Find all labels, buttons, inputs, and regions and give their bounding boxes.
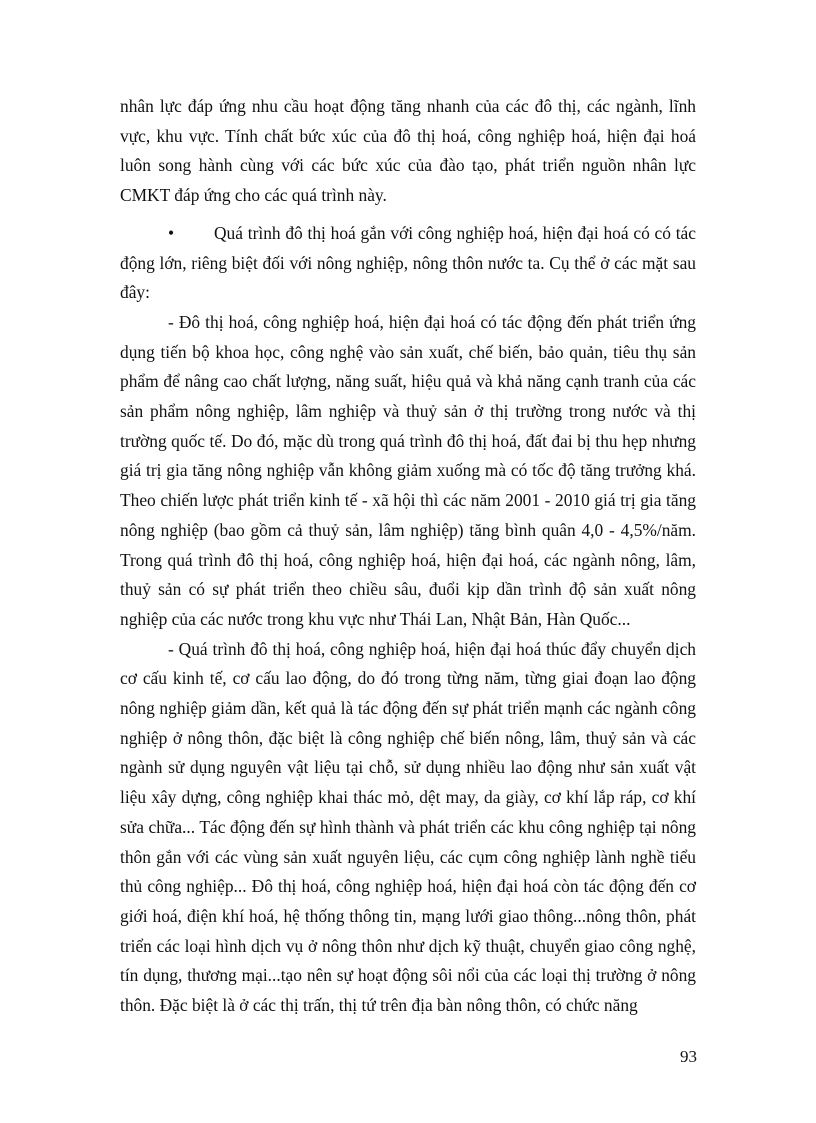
bullet-paragraph-text: Quá trình đô thị hoá gắn với công nghiệp hoá, hiện đại hoá có có tác động lớn, riêng biệt đối với nông nghiệp, nông thôn nước ta. Cụ thể ở các mặt sau đây: xyxy=(120,222,696,303)
bullet-paragraph xyxy=(120,219,696,308)
page-number: 93 xyxy=(680,1047,697,1066)
bullet-icon: • xyxy=(168,222,175,243)
dash-paragraph-restructuring: - Quá trình đô thị hoá, công nghiệp hoá, hiện đại hoá thúc đẩy chuyển dịch cơ cấu kinh tế, cơ cấu lao động, do đó trong từng năm, từng giai đoạn lao động nông nghiệp giảm dần, kết quả là tác động đến sự phát triển mạnh các ngành công nghiệp ở nông thôn, đặc biệt là công nghiệp chế biến nông, lâm, thuỷ sản và các ngành sử dụng nguyên vật liệu tại chỗ, sử dụng nhiều lao động như sản xuất vật liệu xây dựng, công nghiệp khai thác mỏ, dệt may, da giày, cơ khí lắp ráp, cơ khí sửa chữa... Tác động đến sự hình thành và phát triển các khu công nghiệp tại nông thôn gắn với các vùng sản xuất nguyên liệu, các cụm công nghiệp lành nghề tiểu thủ công nghiệp... Đô thị hoá, công nghiệp hoá, hiện đại hoá còn tác động đến cơ giới hoá, điện khí hoá, hệ thống thông tin, mạng lưới giao thông...nông thôn, phát triển các loại hình dịch vụ ở nông thôn như dịch kỹ thuật, chuyển giao công nghệ, tín dụng, thương mại...tạo nên sự hoạt động sôi nổi của các loại thị trường ở nông thôn. Đặc biệt là ở các thị trấn, thị tứ trên địa bàn nông thôn, có chức năng xyxy=(120,638,696,1016)
page-body xyxy=(120,92,696,1021)
paragraph-continued: nhân lực đáp ứng nhu cầu hoạt động tăng nhanh của các đô thị, các ngành, lĩnh vực, khu vực. Tính chất bức xúc của đô thị hoá, công nghiệp hoá, hiện đại hoá luôn song hành cùng với các bức xúc của đào tạo, phát triển nguồn nhân lực CMKT đáp ứng cho các quá trình này. xyxy=(120,96,696,206)
dash-paragraph-technology: - Đô thị hoá, công nghiệp hoá, hiện đại hoá có tác động đến phát triển ứng dụng tiến bộ khoa học, công nghệ vào sản xuất, chế biến, bảo quản, tiêu thụ sản phẩm để nâng cao chất lượng, năng suất, hiệu quả và khả năng cạnh tranh của các sản phẩm nông nghiệp, lâm nghiệp và thuỷ sản ở thị trường trong nước và thị trường quốc tế. Do đó, mặc dù trong quá trình đô thị hoá, đất đai bị thu hẹp nhưng giá trị gia tăng nông nghiệp vẫn không giảm xuống mà có tốc độ tăng trưởng khá. Theo chiến lược phát triển kinh tế - xã hội thì các năm 2001 - 2010 giá trị gia tăng nông nghiệp (bao gồm cả thuỷ sản, lâm nghiệp) tăng bình quân 4,0 - 4,5%/năm. Trong quá trình đô thị hoá, công nghiệp hoá, hiện đại hoá, các ngành nông, lâm, thuỷ sản có sự phát triển theo chiều sâu, đuổi kịp dần trình độ sản xuất nông nghiệp của các nước trong khu vực như Thái Lan, Nhật Bản, Hàn Quốc... xyxy=(120,311,696,629)
